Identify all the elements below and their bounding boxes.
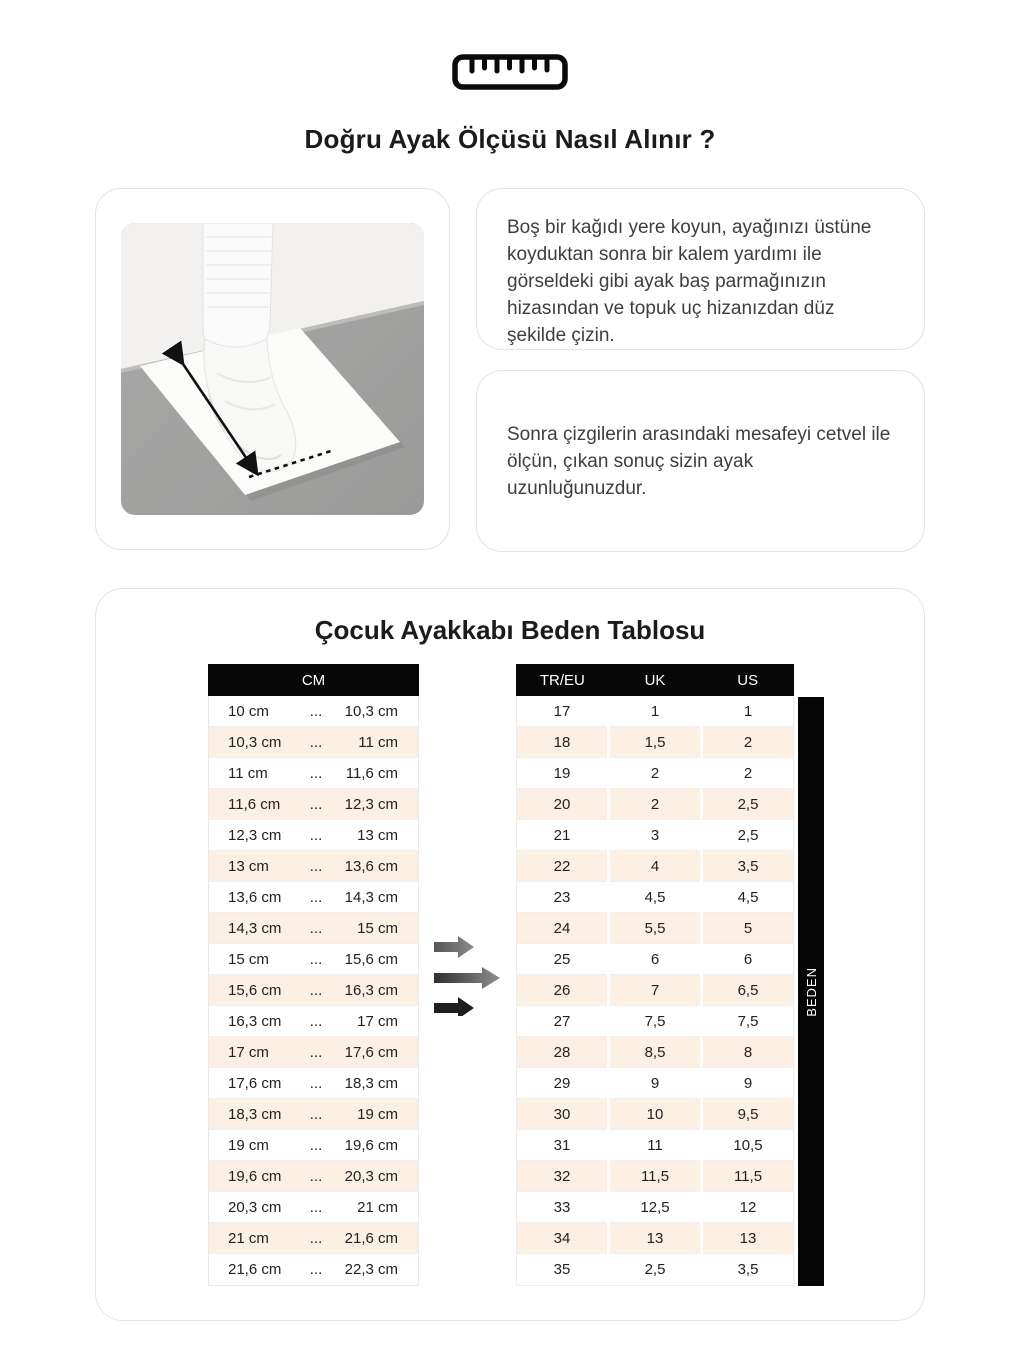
size-table-cell: 2,5 bbox=[703, 789, 793, 820]
size-table-cell: 26 bbox=[517, 975, 607, 1006]
size-table-cell: 24 bbox=[517, 913, 607, 944]
header-cell-us: US bbox=[737, 671, 759, 689]
size-table-cell: 23 bbox=[517, 882, 607, 913]
triple-right-arrows-icon bbox=[432, 934, 504, 1016]
size-table bbox=[516, 664, 794, 1286]
cm-table-row: 12,3 cm ... 13 cm bbox=[209, 820, 418, 851]
size-table-cell: 7,5 bbox=[610, 1006, 700, 1037]
size-table-section bbox=[95, 588, 925, 1321]
size-table-cell: 4,5 bbox=[703, 882, 793, 913]
size-table-cell: 1 bbox=[610, 696, 700, 727]
size-table-cell: 8,5 bbox=[610, 1037, 700, 1068]
size-table-cell: 30 bbox=[517, 1099, 607, 1130]
size-table-cell: 12 bbox=[703, 1192, 793, 1223]
size-table-cell: 6 bbox=[610, 944, 700, 975]
size-table-cell: 11,5 bbox=[703, 1161, 793, 1192]
size-table-cell: 31 bbox=[517, 1130, 607, 1161]
photo-card bbox=[95, 188, 450, 550]
cm-table-row: 14,3 cm ... 15 cm bbox=[209, 913, 418, 944]
size-table-body bbox=[516, 696, 794, 1286]
size-table-cell: 13 bbox=[703, 1223, 793, 1254]
size-table-header bbox=[516, 664, 794, 696]
size-table-cell: 4 bbox=[610, 851, 700, 882]
cm-table-row: 15,6 cm ... 16,3 cm bbox=[209, 975, 418, 1006]
size-table-cell: 21 bbox=[517, 820, 607, 851]
cm-table-row: 18,3 cm ... 19 cm bbox=[209, 1099, 418, 1130]
cm-table-header: CM bbox=[208, 664, 419, 696]
size-table-cell: 3,5 bbox=[703, 851, 793, 882]
size-table-cell: 10,5 bbox=[703, 1130, 793, 1161]
size-table-cell: 27 bbox=[517, 1006, 607, 1037]
size-table-cell: 13 bbox=[610, 1223, 700, 1254]
size-table-cell: 3,5 bbox=[703, 1254, 793, 1285]
size-table-cell: 25 bbox=[517, 944, 607, 975]
size-table-cell: 9 bbox=[703, 1068, 793, 1099]
instruction-text-2: Sonra çizgilerin arasındaki mesafeyi cetvel ile ölçün, çıkan sonuç sizin ayak uzunluğunuzdur. bbox=[507, 423, 891, 499]
cm-table-row: 11 cm ... 11,6 cm bbox=[209, 758, 418, 789]
cm-table-row: 19,6 cm ... 20,3 cm bbox=[209, 1161, 418, 1192]
cm-table-row: 17,6 cm ... 18,3 cm bbox=[209, 1068, 418, 1099]
cm-table-body bbox=[208, 696, 419, 1286]
size-zone bbox=[516, 664, 824, 1286]
size-table-cell: 2 bbox=[610, 789, 700, 820]
size-table-cell: 11 bbox=[610, 1130, 700, 1161]
size-table-cell: 19 bbox=[517, 758, 607, 789]
ruler-icon bbox=[452, 54, 568, 90]
cm-table bbox=[208, 664, 419, 1286]
size-section-title: Çocuk Ayakkabı Beden Tablosu bbox=[314, 615, 706, 645]
cm-table-row: 15 cm ... 15,6 cm bbox=[209, 944, 418, 975]
size-table-cell: 1,5 bbox=[610, 727, 700, 758]
size-table-cell: 10 bbox=[610, 1099, 700, 1130]
arrows-spacer bbox=[419, 664, 516, 1286]
beden-label: BEDEN bbox=[803, 966, 819, 1017]
size-table-cell: 6,5 bbox=[703, 975, 793, 1006]
size-table-cell: 22 bbox=[517, 851, 607, 882]
size-table-cell: 3 bbox=[610, 820, 700, 851]
foot-measurement-photo bbox=[121, 223, 424, 515]
size-table-cell: 35 bbox=[517, 1254, 607, 1285]
cm-table-row: 10,3 cm ... 11 cm bbox=[209, 727, 418, 758]
size-table-cell: 12,5 bbox=[610, 1192, 700, 1223]
instruction-cards-column bbox=[476, 188, 925, 552]
cm-table-row: 21 cm ... 21,6 cm bbox=[209, 1223, 418, 1254]
size-table-cell: 7 bbox=[610, 975, 700, 1006]
size-table-cell: 2 bbox=[610, 758, 700, 789]
beden-sidebar bbox=[798, 697, 824, 1286]
header-cell-uk: UK bbox=[644, 671, 666, 689]
size-table-cell: 20 bbox=[517, 789, 607, 820]
tables-row bbox=[96, 664, 924, 1286]
header-cell-tr-eu: TR/EU bbox=[539, 671, 585, 689]
cm-table-row: 21,6 cm ... 22,3 cm bbox=[209, 1254, 418, 1285]
size-table-cell: 29 bbox=[517, 1068, 607, 1099]
size-table-cell: 6 bbox=[703, 944, 793, 975]
cm-table-row: 11,6 cm ... 12,3 cm bbox=[209, 789, 418, 820]
instructions-row bbox=[95, 188, 925, 552]
cm-table-row: 17 cm ... 17,6 cm bbox=[209, 1037, 418, 1068]
cm-table-row: 13,6 cm ... 14,3 cm bbox=[209, 882, 418, 913]
header-icon-area bbox=[0, 0, 1020, 90]
size-table-cell: 4,5 bbox=[610, 882, 700, 913]
size-table-cell: 28 bbox=[517, 1037, 607, 1068]
cm-table-row: 16,3 cm ... 17 cm bbox=[209, 1006, 418, 1037]
size-table-cell: 2 bbox=[703, 727, 793, 758]
size-table-cell: 7,5 bbox=[703, 1006, 793, 1037]
size-table-cell: 11,5 bbox=[610, 1161, 700, 1192]
size-table-cell: 2,5 bbox=[703, 820, 793, 851]
size-table-cell: 8 bbox=[703, 1037, 793, 1068]
size-table-cell: 18 bbox=[517, 727, 607, 758]
size-table-cell: 32 bbox=[517, 1161, 607, 1192]
size-table-cell: 17 bbox=[517, 696, 607, 727]
size-table-cell: 2 bbox=[703, 758, 793, 789]
size-table-cell: 5,5 bbox=[610, 913, 700, 944]
size-table-cell: 9,5 bbox=[703, 1099, 793, 1130]
cm-table-row: 13 cm ... 13,6 cm bbox=[209, 851, 418, 882]
size-table-cell: 5 bbox=[703, 913, 793, 944]
instruction-card-1 bbox=[476, 188, 925, 350]
page-title: Doğru Ayak Ölçüsü Nasıl Alınır ? bbox=[304, 124, 716, 154]
size-table-cell: 1 bbox=[703, 696, 793, 727]
instruction-text-1: Boş bir kağıdı yere koyun, ayağınızı üstüne koyduktan sonra bir kalem yardımı ile görseldeki gibi ayak baş parmağınızın hizasından ve topuk uç hizanızdan düz şekilde çizin. bbox=[507, 217, 872, 346]
size-table-cell: 33 bbox=[517, 1192, 607, 1223]
size-table-cell: 9 bbox=[610, 1068, 700, 1099]
instruction-card-2 bbox=[476, 370, 925, 552]
cm-table-row: 19 cm ... 19,6 cm bbox=[209, 1130, 418, 1161]
size-table-cell: 34 bbox=[517, 1223, 607, 1254]
cm-table-row: 10 cm ... 10,3 cm bbox=[209, 696, 418, 727]
cm-table-row: 20,3 cm ... 21 cm bbox=[209, 1192, 418, 1223]
size-table-cell: 2,5 bbox=[610, 1254, 700, 1285]
